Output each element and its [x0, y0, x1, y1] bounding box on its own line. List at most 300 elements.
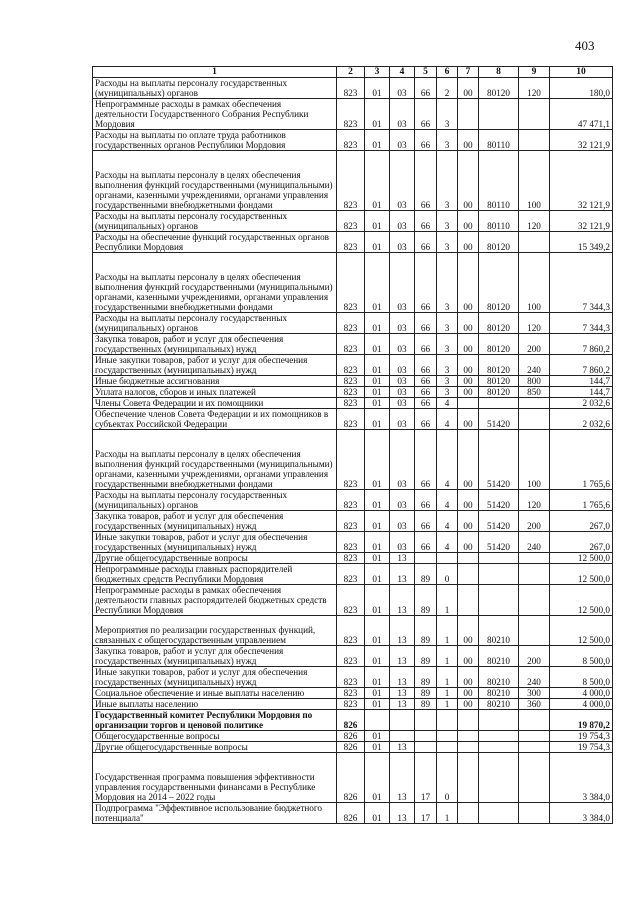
row-name-cell: Государственный комитет Республики Мордовия по организации торгов и ценовой политике — [93, 710, 337, 731]
program-cell: 66 — [415, 376, 437, 387]
table-row — [93, 585, 613, 616]
program-cell: 89 — [415, 646, 437, 667]
expense-type-cell: 800 — [519, 376, 550, 387]
row-name-cell: Расходы на выплаты персоналу в целях обеспечения выполнения функций государственными (муниципальными) органами, казенными учреждениями, органами управления государственными внебюджетными фондами — [93, 430, 337, 490]
amount-cell: 4 000,0 — [550, 688, 613, 699]
gov-code-cell: 823 — [337, 585, 365, 616]
row-name-cell: Закупка товаров, работ и услуг для обеспечения государственных (муниципальных) нужд — [93, 511, 337, 532]
subprogram-cell: 0 — [437, 753, 458, 803]
subsection-cell: 03 — [390, 355, 415, 376]
direction-cell: 51420 — [479, 532, 519, 553]
expense-type-cell — [519, 585, 550, 616]
program-cell: 66 — [415, 430, 437, 490]
expense-type-cell — [519, 616, 550, 646]
section-cell: 01 — [365, 211, 390, 232]
gov-code-cell: 826 — [337, 803, 365, 824]
expense-type-cell: 200 — [519, 646, 550, 667]
table-row — [93, 355, 613, 376]
row-name-cell: Расходы на выплаты персоналу государственных (муниципальных) органов — [93, 211, 337, 232]
expense-type-cell: 360 — [519, 699, 550, 710]
gov-code-cell: 823 — [337, 667, 365, 688]
table-row — [93, 564, 613, 585]
event-cell: 00 — [458, 78, 479, 99]
subprogram-cell: 3 — [437, 130, 458, 151]
section-cell: 01 — [365, 430, 390, 490]
table-row — [93, 511, 613, 532]
subsection-cell: 03 — [390, 99, 415, 130]
row-name-cell: Государственная программа повышения эффективности управления государственными финансами в Республике Мордовия на 2014 – 2022 годы — [93, 753, 337, 803]
expense-type-cell: 240 — [519, 532, 550, 553]
section-cell: 01 — [365, 99, 390, 130]
event-cell — [458, 553, 479, 564]
subprogram-cell: 3 — [437, 253, 458, 313]
direction-cell — [479, 99, 519, 130]
event-cell: 00 — [458, 430, 479, 490]
expense-type-cell: 240 — [519, 355, 550, 376]
amount-cell: 267,0 — [550, 511, 613, 532]
table-row — [93, 803, 613, 824]
row-name-cell: Другие общегосударственные вопросы — [93, 742, 337, 753]
program-cell: 66 — [415, 409, 437, 430]
expense-type-cell — [519, 710, 550, 731]
section-cell: 01 — [365, 151, 390, 211]
program-cell: 17 — [415, 803, 437, 824]
event-cell: 00 — [458, 511, 479, 532]
gov-code-cell: 823 — [337, 253, 365, 313]
table-row — [93, 334, 613, 355]
section-cell: 01 — [365, 616, 390, 646]
subprogram-cell: 0 — [437, 564, 458, 585]
direction-cell: 80120 — [479, 253, 519, 313]
subsection-cell: 03 — [390, 409, 415, 430]
subsection-cell: 03 — [390, 490, 415, 511]
subprogram-cell: 4 — [437, 511, 458, 532]
subsection-cell: 13 — [390, 688, 415, 699]
section-cell: 01 — [365, 699, 390, 710]
subsection-cell: 03 — [390, 253, 415, 313]
row-name-cell: Члены Совета Федерации и их помощники — [93, 398, 337, 409]
column-header: 6 — [437, 67, 458, 78]
section-cell: 01 — [365, 742, 390, 753]
gov-code-cell: 823 — [337, 490, 365, 511]
subsection-cell: 03 — [390, 334, 415, 355]
subprogram-cell: 3 — [437, 232, 458, 253]
gov-code-cell: 823 — [337, 151, 365, 211]
expense-type-cell: 100 — [519, 430, 550, 490]
event-cell — [458, 564, 479, 585]
table-row — [93, 376, 613, 387]
expense-type-cell: 100 — [519, 253, 550, 313]
subsection-cell: 13 — [390, 753, 415, 803]
subsection-cell: 03 — [390, 130, 415, 151]
amount-cell: 32 121,9 — [550, 211, 613, 232]
amount-cell: 144,7 — [550, 387, 613, 398]
table-row — [93, 430, 613, 490]
row-name-cell: Расходы на обеспечение функций государственных органов Республики Мордовия — [93, 232, 337, 253]
gov-code-cell: 823 — [337, 313, 365, 334]
column-header: 10 — [550, 67, 613, 78]
row-name-cell: Иные закупки товаров, работ и услуг для обеспечения государственных (муниципальных) нужд — [93, 355, 337, 376]
amount-cell: 7 860,2 — [550, 334, 613, 355]
program-cell: 66 — [415, 355, 437, 376]
subsection-cell: 13 — [390, 564, 415, 585]
table-row — [93, 253, 613, 313]
subsection-cell: 13 — [390, 803, 415, 824]
expense-type-cell — [519, 99, 550, 130]
amount-cell: 19 754,3 — [550, 731, 613, 742]
table-body — [93, 78, 613, 824]
subsection-cell: 13 — [390, 553, 415, 564]
row-name-cell: Расходы на выплаты персоналу в целях обеспечения выполнения функций государственными (муниципальными) органами, казенными учреждениями, органами управления государственными внебюджетными фондами — [93, 253, 337, 313]
direction-cell: 80120 — [479, 387, 519, 398]
direction-cell: 51420 — [479, 409, 519, 430]
table-row — [93, 731, 613, 742]
table-row — [93, 532, 613, 553]
gov-code-cell: 823 — [337, 398, 365, 409]
subsection-cell — [390, 731, 415, 742]
event-cell: 00 — [458, 646, 479, 667]
event-cell: 00 — [458, 409, 479, 430]
expense-type-cell: 100 — [519, 151, 550, 211]
direction-cell: 80210 — [479, 688, 519, 699]
subsection-cell: 13 — [390, 616, 415, 646]
program-cell: 66 — [415, 490, 437, 511]
event-cell — [458, 742, 479, 753]
direction-cell — [479, 710, 519, 731]
event-cell — [458, 731, 479, 742]
amount-cell: 144,7 — [550, 376, 613, 387]
section-cell: 01 — [365, 667, 390, 688]
gov-code-cell: 823 — [337, 430, 365, 490]
amount-cell: 7 860,2 — [550, 355, 613, 376]
direction-cell: 51420 — [479, 511, 519, 532]
direction-cell: 80120 — [479, 355, 519, 376]
row-name-cell: Расходы на выплаты персоналу государственных (муниципальных) органов — [93, 78, 337, 99]
subprogram-cell — [437, 710, 458, 731]
expense-type-cell — [519, 130, 550, 151]
row-name-cell: Иные бюджетные ассигнования — [93, 376, 337, 387]
subprogram-cell: 1 — [437, 646, 458, 667]
event-cell — [458, 99, 479, 130]
program-cell: 89 — [415, 616, 437, 646]
gov-code-cell: 823 — [337, 409, 365, 430]
table-row — [93, 742, 613, 753]
subprogram-cell: 3 — [437, 211, 458, 232]
program-cell: 89 — [415, 699, 437, 710]
expense-type-cell — [519, 553, 550, 564]
gov-code-cell: 823 — [337, 646, 365, 667]
program-cell: 66 — [415, 99, 437, 130]
subprogram-cell — [437, 731, 458, 742]
subprogram-cell: 3 — [437, 99, 458, 130]
page-number: 403 — [575, 38, 595, 53]
direction-cell: 80110 — [479, 130, 519, 151]
section-cell: 01 — [365, 334, 390, 355]
subsection-cell: 13 — [390, 667, 415, 688]
section-cell: 01 — [365, 232, 390, 253]
direction-cell — [479, 731, 519, 742]
section-cell: 01 — [365, 490, 390, 511]
row-name-cell: Социальное обеспечение и иные выплаты населению — [93, 688, 337, 699]
direction-cell: 51420 — [479, 490, 519, 511]
subsection-cell: 03 — [390, 232, 415, 253]
program-cell — [415, 742, 437, 753]
direction-cell: 80120 — [479, 376, 519, 387]
program-cell — [415, 710, 437, 731]
row-name-cell: Подпрограмма "Эффективное использование бюджетного потенциала" — [93, 803, 337, 824]
amount-cell: 12 500,0 — [550, 585, 613, 616]
row-name-cell: Расходы на выплаты по оплате труда работников государственных органов Республики Мордовия — [93, 130, 337, 151]
column-header: 5 — [415, 67, 437, 78]
amount-cell: 12 500,0 — [550, 553, 613, 564]
gov-code-cell: 823 — [337, 211, 365, 232]
event-cell: 00 — [458, 334, 479, 355]
program-cell: 89 — [415, 585, 437, 616]
program-cell: 66 — [415, 313, 437, 334]
section-cell: 01 — [365, 532, 390, 553]
amount-cell: 19 870,2 — [550, 710, 613, 731]
subsection-cell: 03 — [390, 151, 415, 211]
subprogram-cell — [437, 742, 458, 753]
row-name-cell: Иные закупки товаров, работ и услуг для обеспечения государственных (муниципальных) нужд — [93, 667, 337, 688]
gov-code-cell: 823 — [337, 532, 365, 553]
event-cell: 00 — [458, 667, 479, 688]
row-name-cell: Непрограммные расходы в рамках обеспечения деятельности Государственного Собрания Республики Мордовия — [93, 99, 337, 130]
expense-type-cell: 120 — [519, 211, 550, 232]
section-cell: 01 — [365, 398, 390, 409]
event-cell: 00 — [458, 387, 479, 398]
program-cell: 66 — [415, 532, 437, 553]
program-cell: 66 — [415, 232, 437, 253]
subsection-cell: 03 — [390, 211, 415, 232]
table-row — [93, 688, 613, 699]
section-cell: 01 — [365, 753, 390, 803]
table-row — [93, 553, 613, 564]
direction-cell — [479, 753, 519, 803]
section-cell: 01 — [365, 78, 390, 99]
table-row — [93, 753, 613, 803]
amount-cell: 180,0 — [550, 78, 613, 99]
row-name-cell: Расходы на выплаты персоналу в целях обеспечения выполнения функций государственными (муниципальными) органами, казенными учреждениями, органами управления государственными внебюджетными фондами — [93, 151, 337, 211]
direction-cell: 80120 — [479, 232, 519, 253]
expense-type-cell: 850 — [519, 387, 550, 398]
program-cell: 66 — [415, 151, 437, 211]
gov-code-cell: 823 — [337, 355, 365, 376]
subprogram-cell: 3 — [437, 151, 458, 211]
table-row — [93, 130, 613, 151]
event-cell: 00 — [458, 532, 479, 553]
expense-type-cell: 200 — [519, 511, 550, 532]
subprogram-cell: 1 — [437, 616, 458, 646]
table-row — [93, 99, 613, 130]
section-cell: 01 — [365, 585, 390, 616]
table-row — [93, 616, 613, 646]
amount-cell: 32 121,9 — [550, 151, 613, 211]
expense-type-cell: 120 — [519, 490, 550, 511]
event-cell: 00 — [458, 490, 479, 511]
direction-cell — [479, 742, 519, 753]
subsection-cell: 03 — [390, 78, 415, 99]
expense-type-cell — [519, 753, 550, 803]
expense-type-cell — [519, 742, 550, 753]
subsection-cell: 13 — [390, 699, 415, 710]
amount-cell: 267,0 — [550, 532, 613, 553]
event-cell: 00 — [458, 253, 479, 313]
section-cell: 01 — [365, 313, 390, 334]
gov-code-cell: 823 — [337, 387, 365, 398]
row-name-cell: Расходы на выплаты персоналу государственных (муниципальных) органов — [93, 490, 337, 511]
direction-cell: 80120 — [479, 313, 519, 334]
program-cell: 66 — [415, 334, 437, 355]
program-cell: 89 — [415, 564, 437, 585]
expense-type-cell: 200 — [519, 334, 550, 355]
subsection-cell — [390, 710, 415, 731]
amount-cell: 19 754,3 — [550, 742, 613, 753]
event-cell: 00 — [458, 616, 479, 646]
table-row — [93, 490, 613, 511]
expense-type-cell: 120 — [519, 78, 550, 99]
row-name-cell: Непрограммные расходы главных распорядителей бюджетных средств Республики Мордовия — [93, 564, 337, 585]
table-header-row — [93, 67, 613, 78]
section-cell: 01 — [365, 731, 390, 742]
direction-cell: 80110 — [479, 211, 519, 232]
program-cell: 66 — [415, 130, 437, 151]
amount-cell: 47 471,1 — [550, 99, 613, 130]
subsection-cell: 13 — [390, 646, 415, 667]
column-header: 9 — [519, 67, 550, 78]
program-cell — [415, 731, 437, 742]
event-cell: 00 — [458, 232, 479, 253]
direction-cell: 80210 — [479, 699, 519, 710]
direction-cell: 80120 — [479, 334, 519, 355]
amount-cell: 12 500,0 — [550, 616, 613, 646]
table-row — [93, 211, 613, 232]
gov-code-cell: 826 — [337, 710, 365, 731]
subprogram-cell: 4 — [437, 398, 458, 409]
subprogram-cell: 1 — [437, 585, 458, 616]
table-row — [93, 313, 613, 334]
event-cell — [458, 710, 479, 731]
program-cell: 66 — [415, 253, 437, 313]
table-row — [93, 699, 613, 710]
section-cell: 01 — [365, 253, 390, 313]
amount-cell: 8 500,0 — [550, 667, 613, 688]
section-cell: 01 — [365, 646, 390, 667]
column-header: 3 — [365, 67, 390, 78]
direction-cell: 80210 — [479, 646, 519, 667]
event-cell: 00 — [458, 130, 479, 151]
table-row — [93, 78, 613, 99]
program-cell: 89 — [415, 688, 437, 699]
table-row — [93, 387, 613, 398]
event-cell — [458, 803, 479, 824]
section-cell: 01 — [365, 688, 390, 699]
program-cell: 89 — [415, 667, 437, 688]
subsection-cell: 03 — [390, 532, 415, 553]
program-cell: 66 — [415, 398, 437, 409]
section-cell: 01 — [365, 387, 390, 398]
expense-type-cell — [519, 409, 550, 430]
event-cell — [458, 398, 479, 409]
subprogram-cell: 1 — [437, 688, 458, 699]
subprogram-cell: 1 — [437, 667, 458, 688]
event-cell: 00 — [458, 151, 479, 211]
table-row — [93, 398, 613, 409]
event-cell: 00 — [458, 699, 479, 710]
section-cell: 01 — [365, 553, 390, 564]
section-cell: 01 — [365, 355, 390, 376]
program-cell: 66 — [415, 387, 437, 398]
subsection-cell: 03 — [390, 511, 415, 532]
amount-cell: 12 500,0 — [550, 564, 613, 585]
gov-code-cell: 823 — [337, 688, 365, 699]
column-header: 2 — [337, 67, 365, 78]
gov-code-cell: 826 — [337, 753, 365, 803]
amount-cell: 3 384,0 — [550, 803, 613, 824]
section-cell: 01 — [365, 511, 390, 532]
subprogram-cell: 4 — [437, 532, 458, 553]
expense-type-cell — [519, 232, 550, 253]
column-header: 4 — [390, 67, 415, 78]
row-name-cell: Иные выплаты населению — [93, 699, 337, 710]
row-name-cell: Непрограммные расходы в рамках обеспечения деятельности главных распорядителей бюджетных средств Республики Мордовия — [93, 585, 337, 616]
gov-code-cell: 823 — [337, 564, 365, 585]
section-cell — [365, 710, 390, 731]
amount-cell: 7 344,3 — [550, 253, 613, 313]
direction-cell — [479, 803, 519, 824]
direction-cell — [479, 564, 519, 585]
subprogram-cell: 3 — [437, 355, 458, 376]
subprogram-cell — [437, 553, 458, 564]
expense-type-cell — [519, 803, 550, 824]
subsection-cell: 03 — [390, 387, 415, 398]
gov-code-cell: 826 — [337, 742, 365, 753]
direction-cell: 80210 — [479, 616, 519, 646]
row-name-cell: Обеспечение членов Совета Федерации и их помощников в субъектах Российской Федерации — [93, 409, 337, 430]
direction-cell — [479, 585, 519, 616]
program-cell: 17 — [415, 753, 437, 803]
subprogram-cell: 1 — [437, 803, 458, 824]
program-cell: 66 — [415, 511, 437, 532]
event-cell: 00 — [458, 688, 479, 699]
column-header: 7 — [458, 67, 479, 78]
direction-cell: 80110 — [479, 151, 519, 211]
gov-code-cell: 823 — [337, 99, 365, 130]
program-cell: 66 — [415, 211, 437, 232]
subsection-cell: 13 — [390, 742, 415, 753]
section-cell: 01 — [365, 130, 390, 151]
section-cell: 01 — [365, 409, 390, 430]
amount-cell: 8 500,0 — [550, 646, 613, 667]
gov-code-cell: 823 — [337, 334, 365, 355]
program-cell — [415, 553, 437, 564]
gov-code-cell: 823 — [337, 616, 365, 646]
direction-cell — [479, 398, 519, 409]
table-row — [93, 710, 613, 731]
table-row — [93, 667, 613, 688]
direction-cell: 51420 — [479, 430, 519, 490]
event-cell: 00 — [458, 355, 479, 376]
amount-cell: 2 032,6 — [550, 409, 613, 430]
expense-type-cell: 300 — [519, 688, 550, 699]
subprogram-cell: 4 — [437, 430, 458, 490]
subsection-cell: 03 — [390, 430, 415, 490]
subprogram-cell: 4 — [437, 409, 458, 430]
amount-cell: 32 121,9 — [550, 130, 613, 151]
gov-code-cell: 823 — [337, 232, 365, 253]
subprogram-cell: 3 — [437, 334, 458, 355]
amount-cell: 1 765,6 — [550, 430, 613, 490]
